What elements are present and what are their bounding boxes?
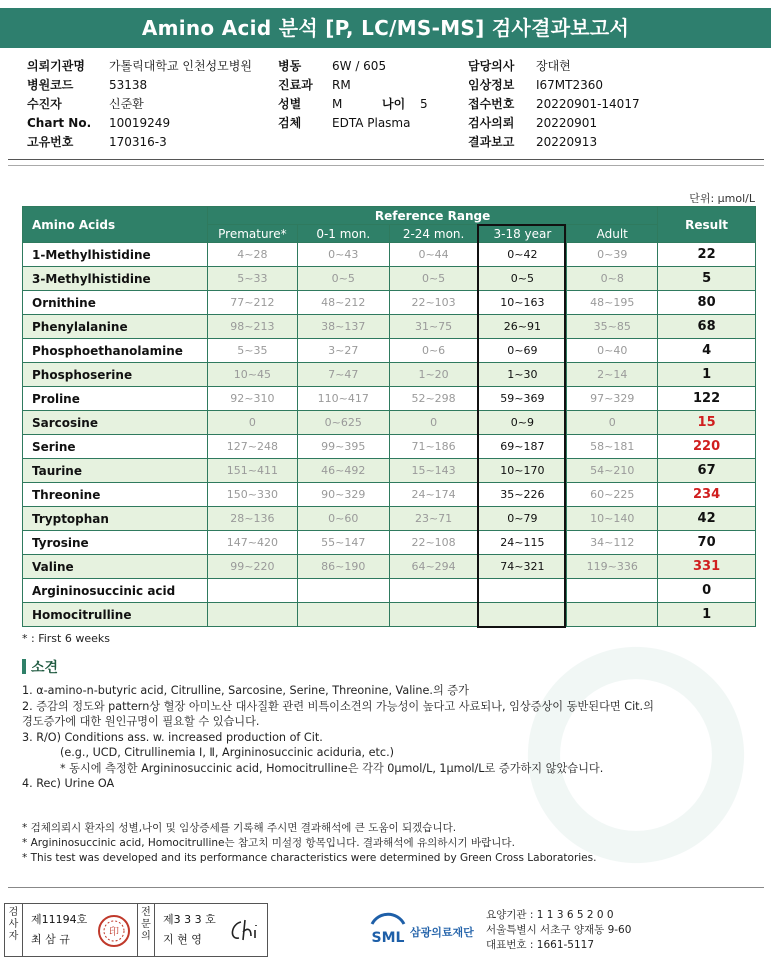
amino-acid-name: Phosphoethanolamine bbox=[23, 339, 208, 363]
note-line: * Argininosuccinic acid, Homocitrulline는 참고치 미설정 항목입니다. 결과해석에 유의하시기 바랍니다. bbox=[22, 837, 515, 849]
result-cell: 70 bbox=[658, 531, 756, 555]
info-row bbox=[27, 114, 252, 133]
reference-range-cell: 10~45 bbox=[207, 363, 297, 387]
reference-range-cell: 0~5 bbox=[389, 267, 478, 291]
result-cell: 4 bbox=[658, 339, 756, 363]
opinion-line: * 동시에 측정한 Argininosuccinic acid, Homocitrulline은 각각 0μmol/L, 1μmol/L로 증가하지 않았습니다. bbox=[60, 761, 604, 775]
divider bbox=[8, 887, 764, 888]
info-label: 결과보고 bbox=[468, 135, 515, 149]
header-3-18-year: 3-18 year bbox=[478, 225, 567, 243]
reference-range-cell: 10~163 bbox=[478, 291, 567, 315]
reference-range-cell: 0~5 bbox=[297, 267, 389, 291]
info-value: 53138 bbox=[109, 78, 148, 92]
reference-range-cell: 74~321 bbox=[478, 555, 567, 579]
reference-range-cell: 147~420 bbox=[207, 531, 297, 555]
reference-range-cell: 0~39 bbox=[567, 243, 658, 267]
reference-range-cell bbox=[478, 579, 567, 603]
info-row bbox=[278, 57, 428, 76]
result-cell: 68 bbox=[658, 315, 756, 339]
reference-range-cell: 0 bbox=[567, 411, 658, 435]
lab-logo bbox=[366, 912, 410, 948]
reference-range-cell: 3~27 bbox=[297, 339, 389, 363]
reference-range-cell: 151~411 bbox=[207, 459, 297, 483]
reference-range-cell: 22~108 bbox=[389, 531, 478, 555]
reference-range-cell: 48~195 bbox=[567, 291, 658, 315]
reference-range-cell: 0~60 bbox=[297, 507, 389, 531]
reference-range-cell: 1~30 bbox=[478, 363, 567, 387]
table-row bbox=[23, 435, 756, 459]
specialist-name: 지 현 영 bbox=[163, 933, 202, 946]
reference-range-cell: 2~14 bbox=[567, 363, 658, 387]
reference-range-cell: 69~187 bbox=[478, 435, 567, 459]
lab-address: 서울특별시 서초구 양재동 9-60 bbox=[486, 924, 632, 936]
reference-range-cell: 35~226 bbox=[478, 483, 567, 507]
info-label: 임상정보 bbox=[468, 78, 515, 92]
reference-range-cell: 15~143 bbox=[389, 459, 478, 483]
lab-phone: 대표번호 : 1661-5117 bbox=[486, 939, 595, 951]
premature-footnote: * : First 6 weeks bbox=[22, 632, 110, 645]
table-row bbox=[23, 339, 756, 363]
info-value: 20220901 bbox=[536, 116, 598, 130]
header-result: Result bbox=[658, 207, 756, 243]
info-label: 검체 bbox=[278, 116, 302, 130]
report-title: Amino Acid 분석 [P, LC/MS-MS] 검사결과보고서 bbox=[0, 8, 771, 48]
reference-range-cell: 97~329 bbox=[567, 387, 658, 411]
table-row bbox=[23, 603, 756, 627]
result-cell: 67 bbox=[658, 459, 756, 483]
result-cell: 122 bbox=[658, 387, 756, 411]
info-row bbox=[27, 95, 252, 114]
info-row bbox=[278, 76, 428, 95]
reference-range-cell: 0~79 bbox=[478, 507, 567, 531]
info-label: 고유번호 bbox=[27, 135, 74, 149]
amino-acid-name: Threonine bbox=[23, 483, 208, 507]
header-2-24-mon: 2-24 mon. bbox=[389, 225, 478, 243]
reference-range-cell: 71~186 bbox=[389, 435, 478, 459]
info-label: 검사의뢰 bbox=[468, 116, 515, 130]
opinion-body bbox=[22, 683, 752, 792]
reference-range-cell bbox=[567, 579, 658, 603]
note-line: * 검체의뢰시 환자의 성별,나이 및 임상증세를 기록해 주시면 결과해석에 큰 도움이 되겠습니다. bbox=[22, 822, 457, 834]
amino-acid-name: 1-Methylhistidine bbox=[23, 243, 208, 267]
examiner-block bbox=[31, 910, 87, 950]
reference-range-cell: 77~212 bbox=[207, 291, 297, 315]
reference-range-cell: 0 bbox=[207, 411, 297, 435]
result-cell: 80 bbox=[658, 291, 756, 315]
info-row bbox=[468, 57, 640, 76]
reference-range-cell: 55~147 bbox=[297, 531, 389, 555]
report-notes bbox=[22, 821, 596, 866]
divider bbox=[8, 165, 764, 166]
result-cell: 42 bbox=[658, 507, 756, 531]
reference-range-cell: 34~112 bbox=[567, 531, 658, 555]
amino-acid-name: Valine bbox=[23, 555, 208, 579]
info-row bbox=[468, 95, 640, 114]
reference-range-cell: 52~298 bbox=[389, 387, 478, 411]
reference-range-cell: 7~47 bbox=[297, 363, 389, 387]
reference-range-cell: 59~369 bbox=[478, 387, 567, 411]
amino-acid-name: Tryptophan bbox=[23, 507, 208, 531]
reference-range-cell: 1~20 bbox=[389, 363, 478, 387]
opinion-line: 경도증가에 대한 원인규명이 필요할 수 있습니다. bbox=[22, 715, 260, 728]
reference-range-cell bbox=[297, 603, 389, 627]
result-cell: 331 bbox=[658, 555, 756, 579]
amino-acid-name: 3-Methylhistidine bbox=[23, 267, 208, 291]
info-value: 신준환 bbox=[109, 97, 144, 111]
reference-range-cell bbox=[478, 603, 567, 627]
info-label: 병동 bbox=[278, 59, 302, 73]
info-row bbox=[468, 76, 640, 95]
reference-range-cell: 10~170 bbox=[478, 459, 567, 483]
reference-range-cell bbox=[207, 603, 297, 627]
table-row bbox=[23, 291, 756, 315]
reference-range-cell: 0~43 bbox=[297, 243, 389, 267]
amino-acid-name: Ornithine bbox=[23, 291, 208, 315]
reference-range-cell: 98~213 bbox=[207, 315, 297, 339]
age-value: 5 bbox=[420, 97, 428, 111]
reference-range-cell: 35~85 bbox=[567, 315, 658, 339]
note-line: * This test was developed and its performance characteristics were determined by Green Cross Laboratories. bbox=[22, 852, 597, 864]
unit-label: 단위: μmol/L bbox=[689, 192, 755, 205]
info-label: 병원코드 bbox=[27, 78, 74, 92]
amino-acid-name: Homocitrulline bbox=[23, 603, 208, 627]
opinion-line: 4. Rec) Urine OA bbox=[22, 777, 115, 790]
reference-range-cell: 0 bbox=[389, 411, 478, 435]
reference-range-cell: 0~40 bbox=[567, 339, 658, 363]
seal-stamp bbox=[97, 914, 131, 948]
info-value: EDTA Plasma bbox=[332, 116, 411, 130]
table-row bbox=[23, 411, 756, 435]
info-value: I67MT2360 bbox=[536, 78, 604, 92]
reference-range-cell bbox=[567, 603, 658, 627]
opinion-line: 1. α-amino-n-butyric acid, Citrulline, Sarcosine, Serine, Threonine, Valine.의 증가 bbox=[22, 684, 469, 697]
info-value: 6W / 605 bbox=[332, 59, 387, 73]
info-label: Chart No. bbox=[27, 116, 92, 130]
table-row bbox=[23, 363, 756, 387]
lab-address-block bbox=[486, 908, 631, 953]
opinion-line: 3. R/O) Conditions ass. w. increased production of Cit. bbox=[22, 730, 323, 744]
amino-acid-name: Tyrosine bbox=[23, 531, 208, 555]
opinion-heading-text: 소견 bbox=[31, 660, 59, 676]
header-premature: Premature* bbox=[207, 225, 297, 243]
reference-range-cell: 48~212 bbox=[297, 291, 389, 315]
reference-range-cell: 22~103 bbox=[389, 291, 478, 315]
info-row bbox=[278, 114, 428, 133]
reference-range-cell: 127~248 bbox=[207, 435, 297, 459]
amino-acid-name: Phenylalanine bbox=[23, 315, 208, 339]
reference-range-cell: 0~6 bbox=[389, 339, 478, 363]
info-label: 접수번호 bbox=[468, 97, 515, 111]
amino-acid-name: Argininosuccinic acid bbox=[23, 579, 208, 603]
seal-text: 印 bbox=[109, 927, 119, 938]
reference-range-cell: 4~28 bbox=[207, 243, 297, 267]
opinion-line: 2. 증감의 정도와 pattern상 혈장 아미노산 대사질환 관련 비특이소견의 가능성이 높다고 사료되나, 임상증상이 동반된다면 Cit.의 bbox=[22, 699, 654, 713]
reference-range-cell: 64~294 bbox=[389, 555, 478, 579]
info-value: 20220913 bbox=[536, 135, 598, 149]
amino-acid-name: Serine bbox=[23, 435, 208, 459]
amino-acid-name: Sarcosine bbox=[23, 411, 208, 435]
specialist-block bbox=[163, 910, 216, 950]
info-row bbox=[468, 114, 640, 133]
reference-range-cell bbox=[389, 603, 478, 627]
reference-range-cell: 5~35 bbox=[207, 339, 297, 363]
table-row bbox=[23, 267, 756, 291]
header-0-1-mon: 0-1 mon. bbox=[297, 225, 389, 243]
result-cell: 1 bbox=[658, 603, 756, 627]
amino-acid-name: Taurine bbox=[23, 459, 208, 483]
examiner-license: 제11194호 bbox=[31, 913, 88, 926]
heading-bar bbox=[22, 659, 26, 674]
signature-box bbox=[4, 903, 268, 957]
reference-range-cell: 46~492 bbox=[297, 459, 389, 483]
result-cell: 22 bbox=[658, 243, 756, 267]
amino-table-body bbox=[23, 243, 756, 627]
opinion-line: (e.g., UCD, Citrullinemia Ⅰ, Ⅱ, Argininosuccinic aciduria, etc.) bbox=[60, 746, 395, 759]
info-value: 가톨릭대학교 인천성모병원 bbox=[109, 59, 252, 73]
lab-logo-text: SML bbox=[371, 930, 405, 946]
header-adult: Adult bbox=[567, 225, 658, 243]
divider bbox=[8, 159, 764, 160]
table-row bbox=[23, 315, 756, 339]
reference-range-cell bbox=[297, 579, 389, 603]
table-row bbox=[23, 459, 756, 483]
reference-range-cell: 99~395 bbox=[297, 435, 389, 459]
info-value: 170316-3 bbox=[109, 135, 167, 149]
reference-range-cell: 119~336 bbox=[567, 555, 658, 579]
info-value: 10019249 bbox=[109, 116, 171, 130]
info-value: RM bbox=[332, 78, 351, 92]
specialist-license: 제3 3 3 호 bbox=[163, 913, 216, 926]
reference-range-cell: 92~310 bbox=[207, 387, 297, 411]
examiner-name: 최 삼 규 bbox=[31, 933, 70, 946]
opinion-heading bbox=[22, 657, 58, 677]
reference-range-cell: 0~42 bbox=[478, 243, 567, 267]
info-label: 성별 bbox=[278, 97, 302, 111]
info-value: 장대현 bbox=[536, 59, 571, 73]
lab-name: 삼광의료재단 bbox=[410, 926, 474, 939]
info-value: 20220901-14017 bbox=[536, 97, 640, 111]
table-row bbox=[23, 387, 756, 411]
info-label: 수진자 bbox=[27, 97, 62, 111]
info-label: 의뢰기관명 bbox=[27, 59, 85, 73]
reference-range-cell: 0~69 bbox=[478, 339, 567, 363]
reference-range-cell: 24~174 bbox=[389, 483, 478, 507]
reference-range-cell: 38~137 bbox=[297, 315, 389, 339]
reference-range-cell: 0~625 bbox=[297, 411, 389, 435]
table-row bbox=[23, 483, 756, 507]
reference-range-cell: 90~329 bbox=[297, 483, 389, 507]
result-cell: 234 bbox=[658, 483, 756, 507]
result-cell: 15 bbox=[658, 411, 756, 435]
table-row bbox=[23, 507, 756, 531]
info-row bbox=[468, 133, 640, 152]
reference-range-cell: 58~181 bbox=[567, 435, 658, 459]
result-cell: 220 bbox=[658, 435, 756, 459]
age-label: 나이 bbox=[382, 97, 406, 111]
result-cell: 5 bbox=[658, 267, 756, 291]
info-row bbox=[27, 57, 252, 76]
reference-range-cell: 86~190 bbox=[297, 555, 389, 579]
specialist-label: 전문의 bbox=[137, 904, 155, 956]
table-row bbox=[23, 555, 756, 579]
amino-acid-table bbox=[22, 206, 756, 627]
info-column-3 bbox=[468, 57, 640, 152]
table-row bbox=[23, 531, 756, 555]
reference-range-cell: 54~210 bbox=[567, 459, 658, 483]
reference-range-cell bbox=[389, 579, 478, 603]
info-row bbox=[27, 76, 252, 95]
reference-range-cell: 31~75 bbox=[389, 315, 478, 339]
result-cell: 0 bbox=[658, 579, 756, 603]
reference-range-cell bbox=[207, 579, 297, 603]
reference-range-cell: 0~9 bbox=[478, 411, 567, 435]
handwritten-signature bbox=[227, 916, 265, 946]
reference-range-cell: 23~71 bbox=[389, 507, 478, 531]
header-reference-range: Reference Range bbox=[207, 207, 657, 225]
reference-range-cell: 28~136 bbox=[207, 507, 297, 531]
info-row bbox=[278, 95, 428, 114]
examiner-label: 검사자 bbox=[5, 904, 23, 956]
reference-range-cell: 5~33 bbox=[207, 267, 297, 291]
reference-range-cell: 0~5 bbox=[478, 267, 567, 291]
reference-range-cell: 60~225 bbox=[567, 483, 658, 507]
amino-acid-name: Phosphoserine bbox=[23, 363, 208, 387]
reference-range-cell: 150~330 bbox=[207, 483, 297, 507]
info-column-1 bbox=[27, 57, 252, 152]
result-cell: 1 bbox=[658, 363, 756, 387]
reference-range-cell: 24~115 bbox=[478, 531, 567, 555]
table-row bbox=[23, 579, 756, 603]
info-label: 담당의사 bbox=[468, 59, 515, 73]
reference-range-cell: 10~140 bbox=[567, 507, 658, 531]
info-row bbox=[27, 133, 252, 152]
header-amino-acids: Amino Acids bbox=[23, 207, 208, 243]
reference-range-cell: 26~91 bbox=[478, 315, 567, 339]
reference-range-cell: 99~220 bbox=[207, 555, 297, 579]
info-value: M bbox=[332, 97, 343, 111]
table-row bbox=[23, 243, 756, 267]
reference-range-cell: 0~8 bbox=[567, 267, 658, 291]
reference-range-cell: 0~44 bbox=[389, 243, 478, 267]
amino-acid-name: Proline bbox=[23, 387, 208, 411]
info-label: 진료과 bbox=[278, 78, 313, 92]
info-column-2 bbox=[278, 57, 428, 133]
reference-range-cell: 110~417 bbox=[297, 387, 389, 411]
lab-code: 요양기관 : 1 1 3 6 5 2 0 0 bbox=[486, 909, 614, 921]
